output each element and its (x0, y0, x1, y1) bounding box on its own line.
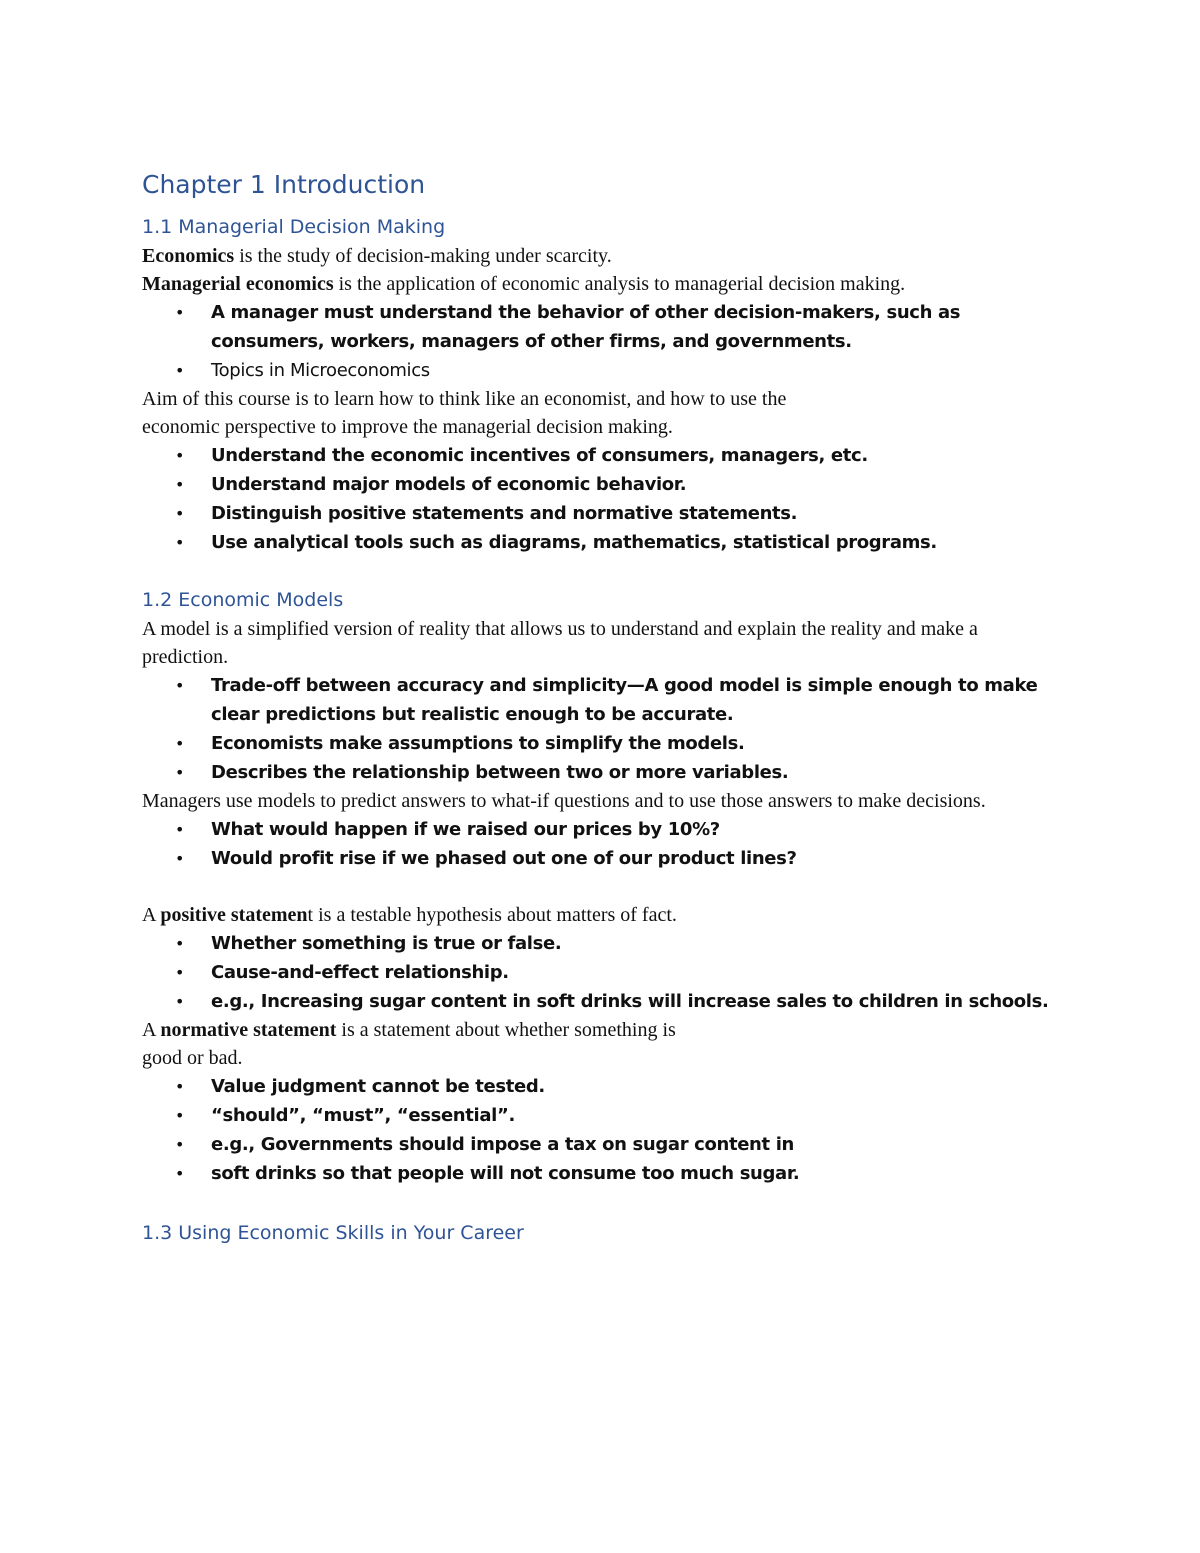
bullet-icon: • (175, 1077, 185, 1096)
section-heading-1-2: 1.2 Economic Models (142, 589, 344, 611)
definition-managerial-economics (142, 270, 1062, 298)
managers-use-models: Managers use models to predict answers to what-if questions and to use those answers to make decisions. (142, 790, 986, 812)
definition-economics (142, 242, 1062, 270)
list-item: • soft drinks so that people will not consume too much sugar. (211, 1159, 1062, 1188)
bullet-list-normative (142, 1072, 1062, 1188)
normative-statement-definition: A normative statement is a statement about whether something is (142, 1019, 676, 1041)
bullet-icon: • (175, 1135, 185, 1154)
bullet-list-manager (142, 298, 1062, 385)
positive-statement-definition: A positive statement is a testable hypothesis about matters of fact. (142, 904, 677, 926)
bullet-icon: • (175, 676, 185, 695)
definition-economics-text: is the study of decision-making under scarcity. (234, 245, 612, 267)
list-item: • e.g., Governments should impose a tax on sugar content in (211, 1130, 1062, 1159)
list-item: • Economists make assumptions to simplify the models. (211, 729, 1062, 758)
bullet-icon: • (175, 734, 185, 753)
list-item: • A manager must understand the behavior of other decision-makers, such as consumers, workers, managers of other firms, and governments. (211, 298, 1062, 356)
bullet-list-positive (142, 929, 1062, 1016)
term-managerial-economics: Managerial economics (142, 273, 334, 295)
bullet-icon: • (175, 446, 185, 465)
bullet-icon: • (175, 1164, 185, 1183)
bullet-icon: • (175, 361, 185, 380)
bullet-list-what-if (142, 815, 1062, 873)
course-aim-line-1: Aim of this course is to learn how to think like an economist, and how to use the (142, 388, 787, 410)
list-item: • Whether something is true or false. (211, 929, 1062, 958)
bullet-icon: • (175, 934, 185, 953)
term-normative-statement: normative statement (160, 1019, 337, 1041)
normative-statement-line-2: good or bad. (142, 1047, 243, 1069)
term-economics: Economics (142, 245, 235, 267)
model-definition: A model is a simplified version of reality that allows us to understand and explain the reality and make a prediction. (142, 618, 978, 668)
bullet-icon: • (175, 533, 185, 552)
bullet-list-model-traits (142, 671, 1062, 787)
bullet-icon: • (175, 475, 185, 494)
section-heading-1-1: 1.1 Managerial Decision Making (142, 216, 446, 238)
list-item: • e.g., Increasing sugar content in soft drinks will increase sales to children in schools. (211, 987, 1062, 1016)
bullet-icon: • (175, 1106, 185, 1125)
term-positive-statement: positive statemen (160, 904, 308, 926)
bullet-icon: • (175, 992, 185, 1011)
list-item: • Cause-and-effect relationship. (211, 958, 1062, 987)
bullet-icon: • (175, 763, 185, 782)
bullet-icon: • (175, 963, 185, 982)
list-item: • “should”, “must”, “essential”. (211, 1101, 1062, 1130)
list-item: • Value judgment cannot be tested. (211, 1072, 1062, 1101)
list-item: • Describes the relationship between two or more variables. (211, 758, 1062, 787)
document-page (142, 166, 1062, 1248)
bullet-icon: • (175, 820, 185, 839)
course-aim-line-2: economic perspective to improve the managerial decision making. (142, 416, 673, 438)
list-item: • Trade-off between accuracy and simplicity—A good model is simple enough to make clear predictions but realistic enough to be accurate. (211, 671, 1062, 729)
definition-managerial-economics-text: is the application of economic analysis to managerial decision making. (333, 273, 906, 295)
bullet-icon: • (175, 504, 185, 523)
list-item: • Understand the economic incentives of consumers, managers, etc. (211, 441, 1062, 470)
list-item: • Topics in Microeconomics (211, 356, 1062, 385)
list-item: • Distinguish positive statements and normative statements. (211, 499, 1062, 528)
section-heading-1-3: 1.3 Using Economic Skills in Your Career (142, 1222, 524, 1244)
bullet-list-course-goals (142, 441, 1062, 557)
chapter-title: Chapter 1 Introduction (142, 170, 426, 199)
bullet-icon: • (175, 849, 185, 868)
list-item: • Use analytical tools such as diagrams, mathematics, statistical programs. (211, 528, 1062, 557)
list-item: • What would happen if we raised our prices by 10%? (211, 815, 1062, 844)
list-item: • Would profit rise if we phased out one of our product lines? (211, 844, 1062, 873)
bullet-icon: • (175, 303, 185, 322)
list-item: • Understand major models of economic behavior. (211, 470, 1062, 499)
